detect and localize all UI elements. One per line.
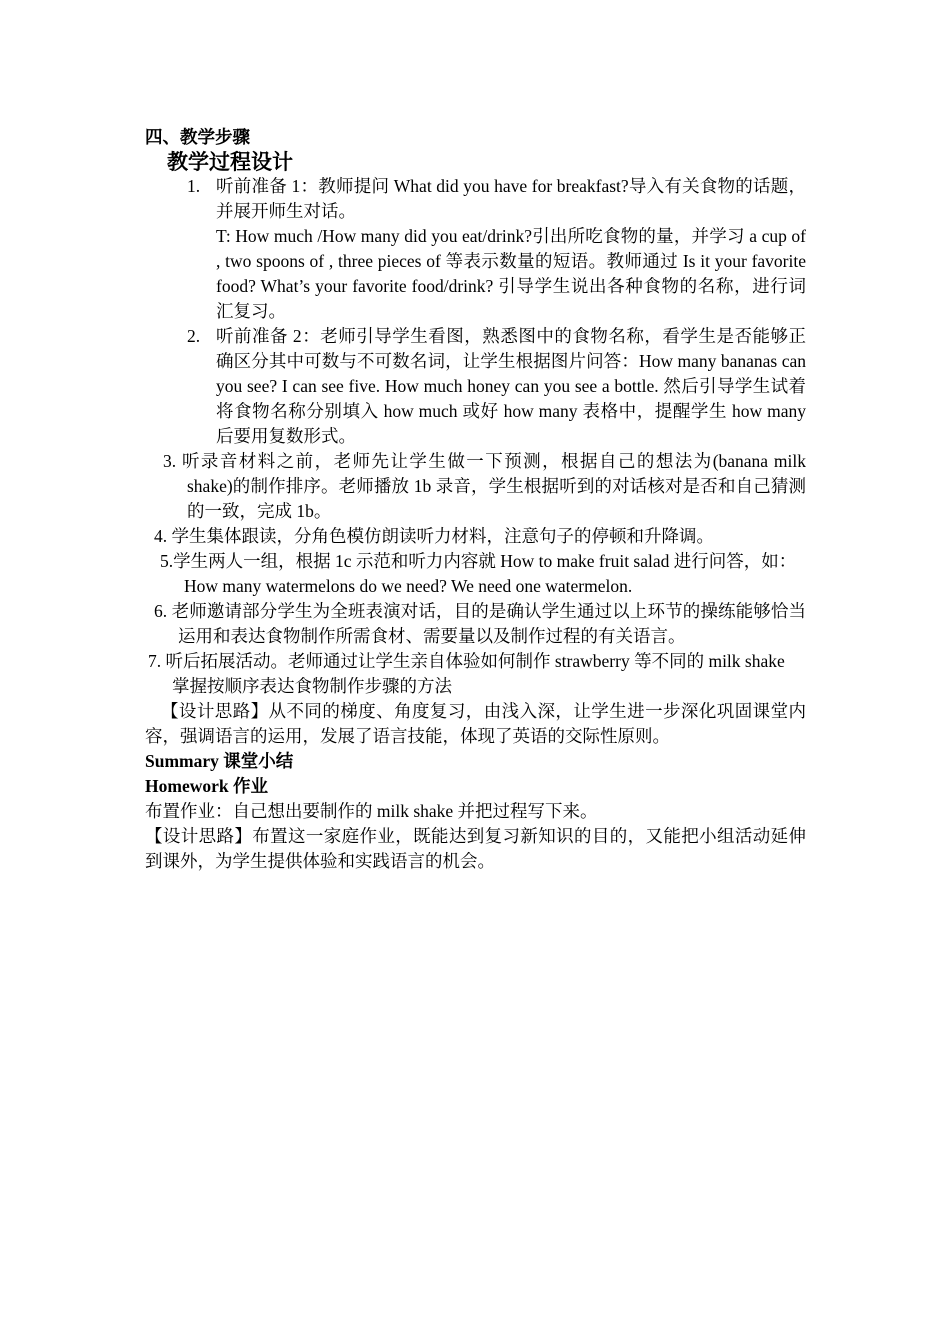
step-4-text: 4. 学生集体跟读，分角色模仿朗读听力材料，注意句子的停顿和升降调。 bbox=[154, 526, 714, 546]
step-7-text: 7. 听后拓展活动。老师通过让学生亲自体验如何制作 strawberry 等不同的 milk shake 掌握按顺序表达食物制作步骤的方法 bbox=[148, 651, 785, 696]
step-1-continuation: T: How much /How many did you eat/drink?引出所吃食物的量，并学习 a cup of , two spoons of , three pieces of 等表示数量的短语。教师通过 Is it your favorite food? What’s your favorite food/drink? 引导学生说出各种食物的名称，进行词汇复习。 bbox=[216, 226, 806, 321]
step-6-text: 6. 老师邀请部分学生为全班表演对话，目的是确认学生通过以上环节的操练能够恰当运用和表达食物制作所需食材、需要量以及制作过程的有关语言。 bbox=[154, 601, 806, 646]
section-heading: 四、教学步骤 bbox=[145, 127, 250, 147]
step-2-number: 2. bbox=[187, 326, 201, 346]
step-1-number: 1. bbox=[187, 176, 201, 196]
subheading: 教学过程设计 bbox=[167, 150, 293, 174]
design-note-2: 【设计思路】布置这一家庭作业，既能达到复习新知识的目的，又能把小组活动延伸到课外，为学生提供体验和实践语言的机会。 bbox=[145, 826, 806, 871]
homework-heading: Homework 作业 bbox=[145, 776, 268, 796]
step-5-text: 5.学生两人一组，根据 1c 示范和听力内容就 How to make fruit salad 进行问答，如： How many watermelons do we need? We need one watermelon. bbox=[160, 551, 797, 596]
homework-text: 布置作业：自己想出要制作的 milk shake 并把过程写下来。 bbox=[145, 801, 598, 821]
step-2-text: 听前准备 2：老师引导学生看图，熟悉图中的食物名称，看学生是否能够正确区分其中可数与不可数名词，让学生根据图片问答：How many bananas can you see? I can see five. How much honey can you see a bottle. 然后引导学生试着将食物名称分别填入 how much 或好 how many 表格中，提醒学生 how many 后要用复数形式。 bbox=[216, 326, 806, 446]
summary-heading: Summary 课堂小结 bbox=[145, 751, 294, 771]
step-1-text: 听前准备 1：教师提问 What did you have for breakfast?导入有关食物的话题， 并展开师生对话。 bbox=[216, 176, 806, 221]
design-note-1: 【设计思路】从不同的梯度、角度复习，由浅入深，让学生进一步深化巩固课堂内容，强调语言的运用，发展了语言技能，体现了英语的交际性原则。 bbox=[145, 701, 806, 746]
step-3-text: 3. 听录音材料之前，老师先让学生做一下预测，根据自己的想法为(banana milk shake)的制作排序。老师播放 1b 录音，学生根据听到的对话核对是否和自己猜测的一致，完成 1b。 bbox=[163, 451, 806, 521]
